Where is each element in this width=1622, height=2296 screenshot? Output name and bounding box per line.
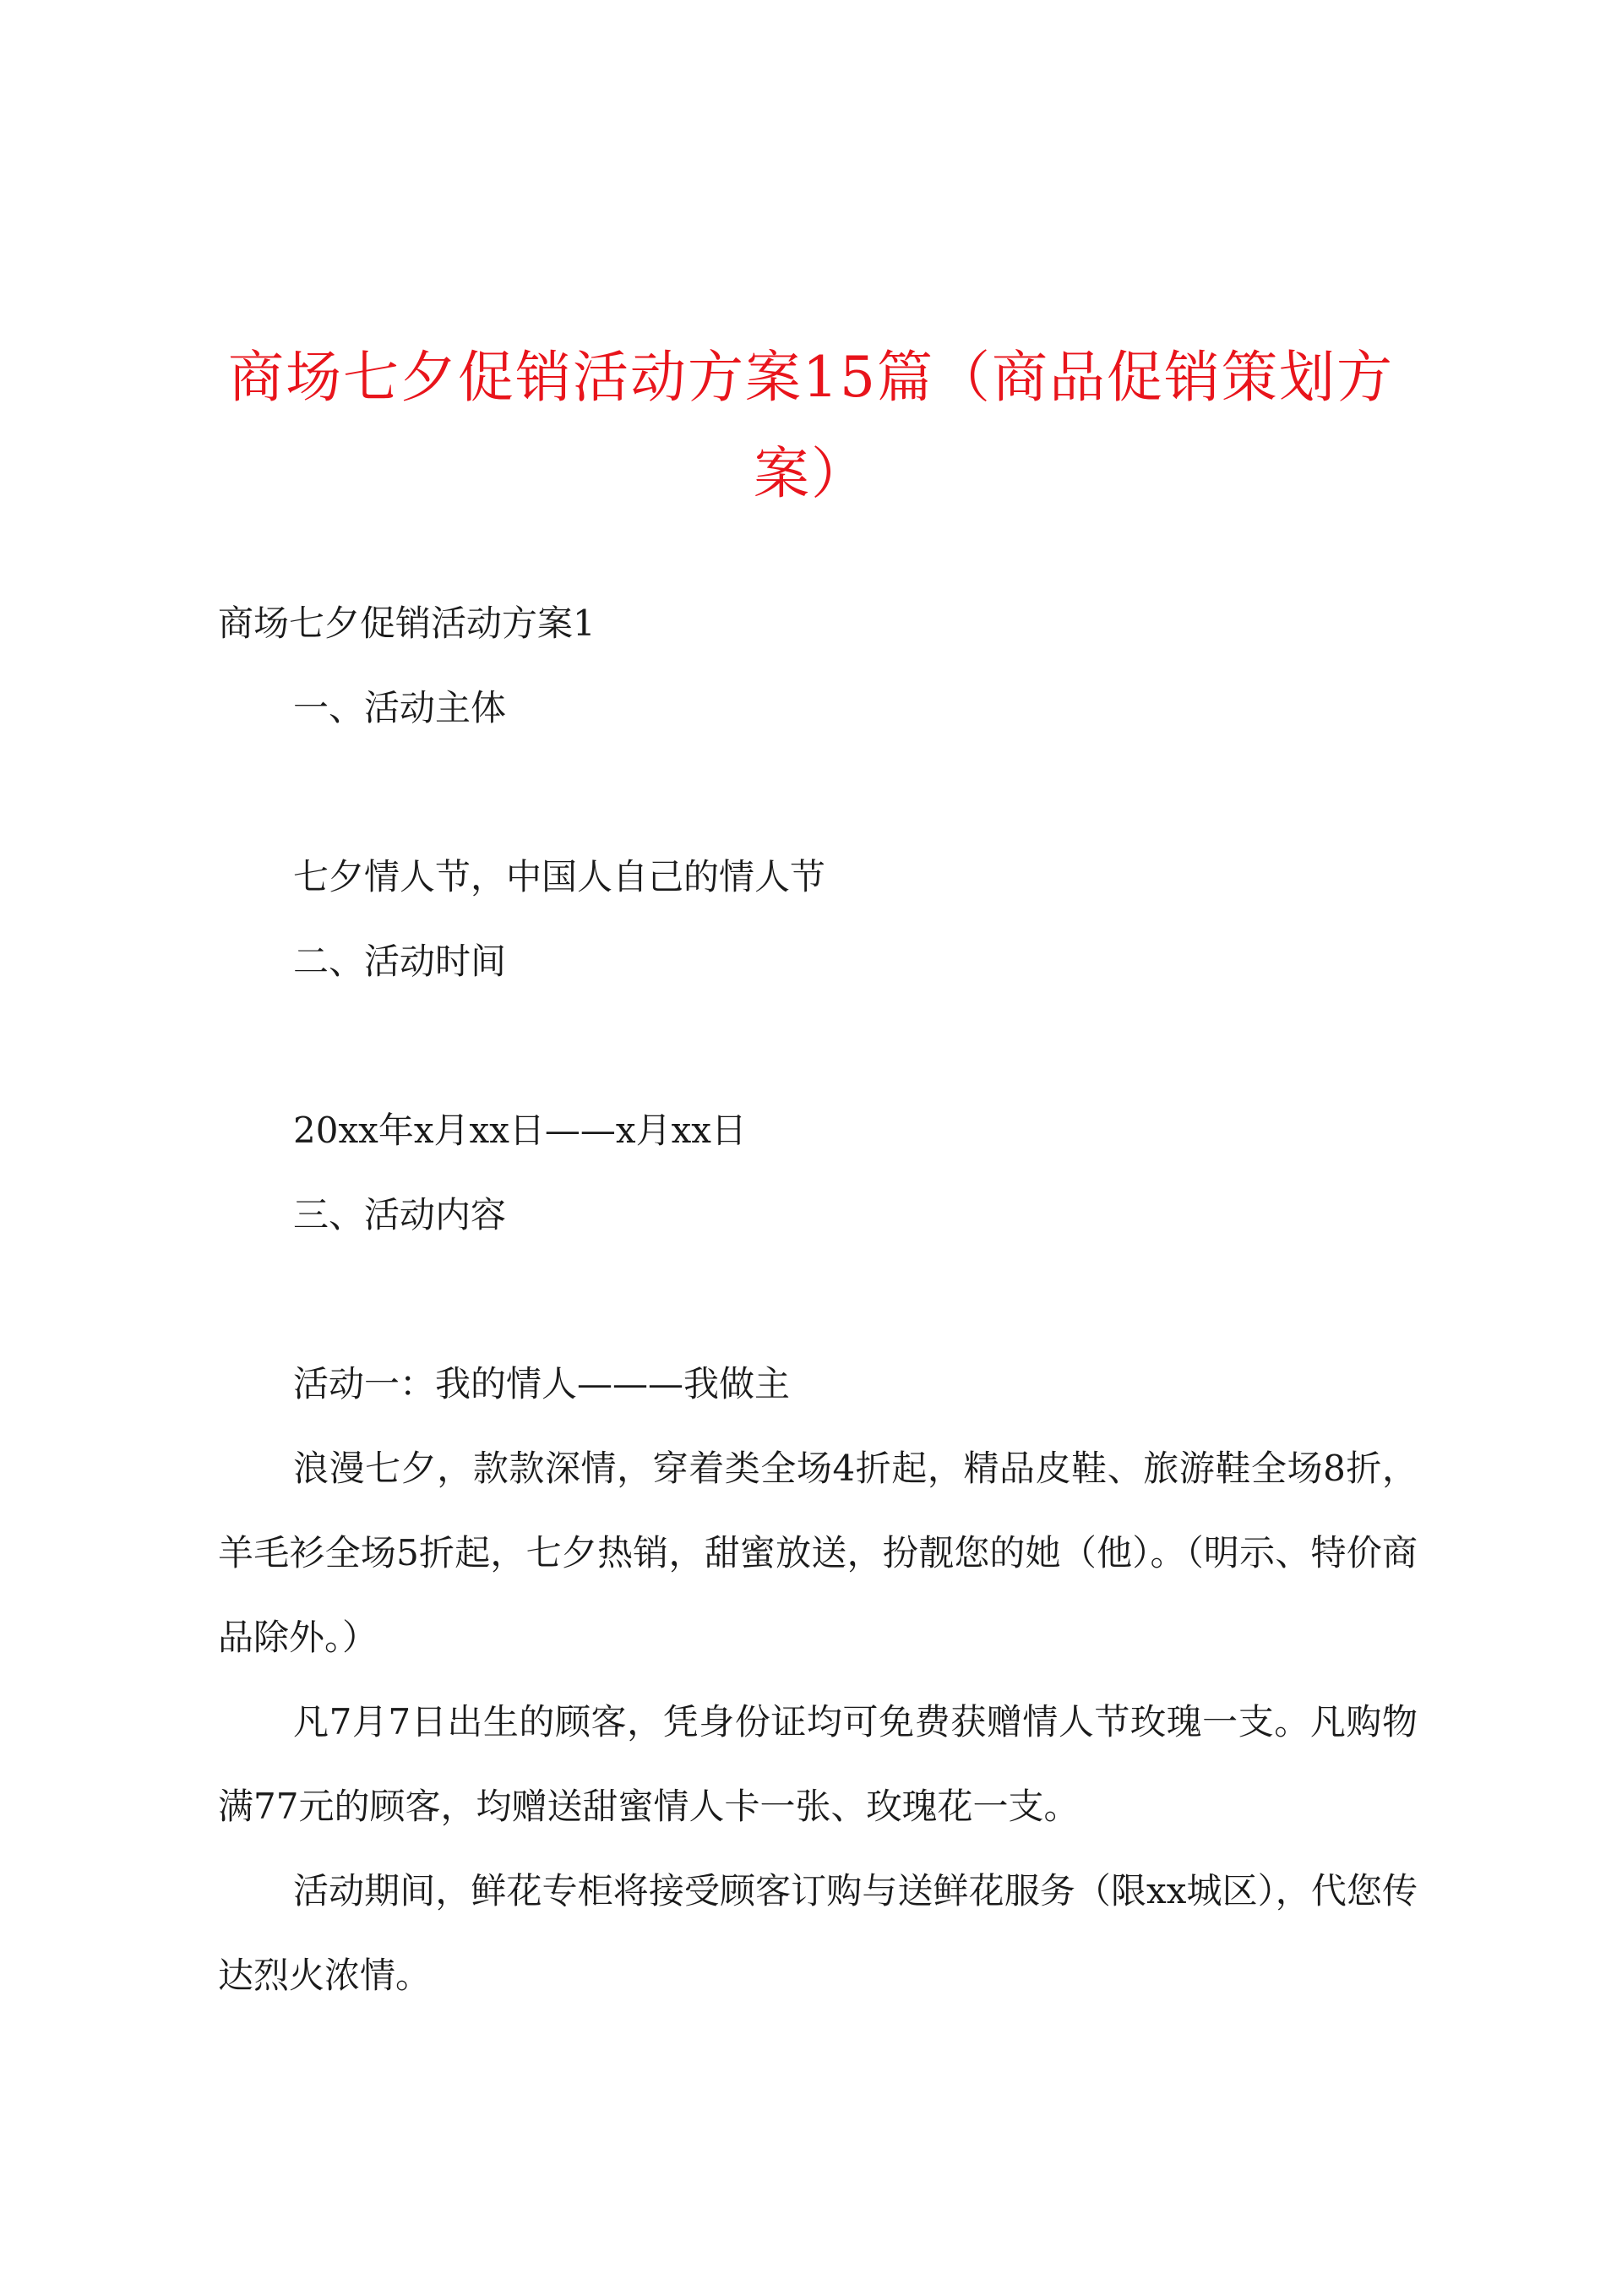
paragraph-flower-service: 活动期间，鲜花专柜将接受顾客订购与送鲜花服务（限xx城区），代您传达烈火浓情。 — [218, 1870, 1418, 1996]
activity-one-title: 活动一：我的情人———我做主 — [293, 1363, 791, 1404]
document-title: 商场七夕促销活动方案15篇（商品促销策划方案） — [228, 345, 1394, 506]
paragraph-gifts: 凡7月7日出生的顾客，凭身份证均可免费获赠情人节玫瑰一支。凡购物满77元的顾客，均赠送甜蜜情人卡一张、玫瑰花一支。 — [218, 1701, 1418, 1827]
heading-activity-subject: 一、活动主体 — [293, 687, 507, 728]
activity-subject-text: 七夕情人节，中国人自己的情人节 — [293, 856, 826, 897]
section-heading: 商场七夕促销活动方案1 — [218, 603, 596, 644]
paragraph-discounts: 浪漫七夕，款款深情，穿着类全场4折起，精品皮鞋、旅游鞋全场8折，羊毛衫全场5折起，七夕热销，甜蜜放送，扮靓您的她（他）。（明示、特价商品除外。） — [218, 1448, 1418, 1658]
heading-activity-time: 二、活动时间 — [293, 941, 507, 982]
activity-time-text: 20xx年x月xx日——x月xx日 — [293, 1110, 747, 1151]
heading-activity-content: 三、活动内容 — [293, 1194, 507, 1235]
